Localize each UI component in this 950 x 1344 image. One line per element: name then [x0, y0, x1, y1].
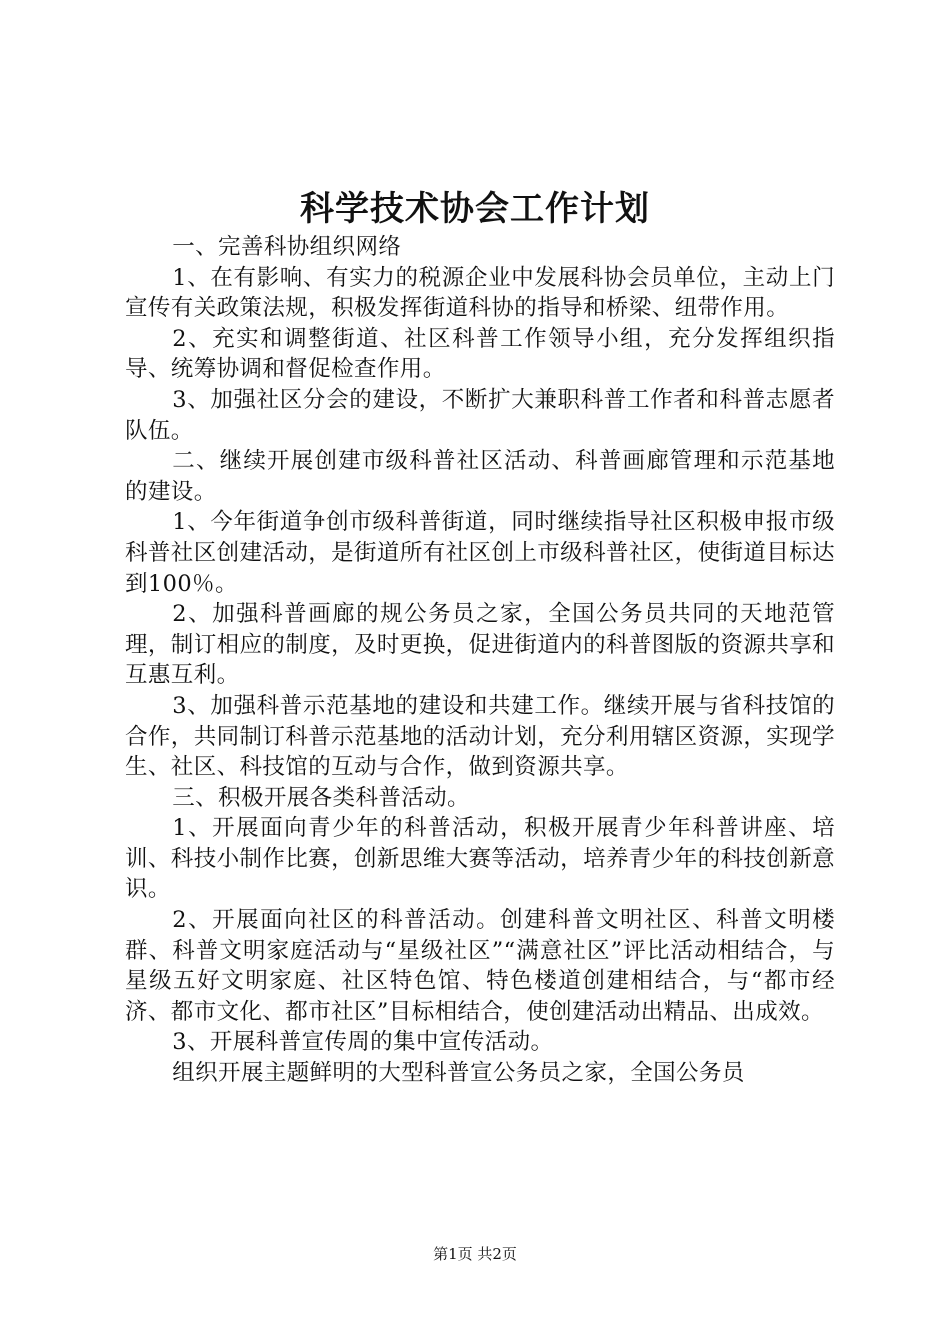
section-heading-1: 一、完善科协组织网络	[172, 234, 402, 260]
paragraph: 2、加强科普画廊的规公务员之家，全国公务员共同的天地范管理，制订相应的制度，及时更换，促进街道内的科普图版的资源共享和互惠互利。	[125, 601, 835, 689]
paragraph: 1、在有影响、有实力的税源企业中发展科协会员单位，主动上门宣传有关政策法规，积极发挥街道科协的指导和桥梁、纽带作用。	[125, 264, 835, 322]
paragraph: 1、开展面向青少年的科普活动，积极开展青少年科普讲座、培训、科技小制作比赛，创新思维大赛等活动，培养青少年的科技创新意识。	[125, 815, 835, 903]
paragraph: 1、今年街道争创市级科普街道，同时继续指导社区积极申报市级科普社区创建活动，是街道所有社区创上市级科普社区，使街道目标达到100％。	[125, 509, 835, 597]
section-heading-2: 二、继续开展创建市级科普社区活动、科普画廊管理和示范基地的建设。	[125, 448, 835, 505]
paragraph: 组织开展主题鲜明的大型科普宣公务员之家，全国公务员	[172, 1060, 745, 1087]
paragraph: 3、加强社区分会的建设，不断扩大兼职科普工作者和科普志愿者队伍。	[125, 386, 835, 444]
paragraph: 2、充实和调整街道、社区科普工作领导小组，充分发挥组织指导、统筹协调和督促检查作用。	[125, 325, 835, 383]
paragraph: 2、开展面向社区的科普活动。创建科普文明社区、科普文明楼群、科普文明家庭活动与“星级社区”“满意社区”评比活动相结合，与星级五好文明家庭、社区特色馆、特色楼道创建相结合，与“都市经济、都市文化、都市社区”目标相结合，使创建活动出精品、出成效。	[125, 907, 835, 1025]
document-body	[125, 232, 835, 1089]
section-heading-3: 三、积极开展各类科普活动。	[172, 784, 470, 811]
paragraph: 3、开展科普宣传周的集中宣传活动。	[172, 1029, 554, 1056]
page-footer: 第1页 共2页	[433, 1245, 517, 1263]
paragraph: 3、加强科普示范基地的建设和共建工作。继续开展与省科技馆的合作，共同制订科普示范基地的活动计划，充分利用辖区资源，实现学生、社区、科技馆的互动与合作，做到资源共享。	[125, 692, 835, 781]
document-title: 科学技术协会工作计划	[300, 189, 650, 229]
